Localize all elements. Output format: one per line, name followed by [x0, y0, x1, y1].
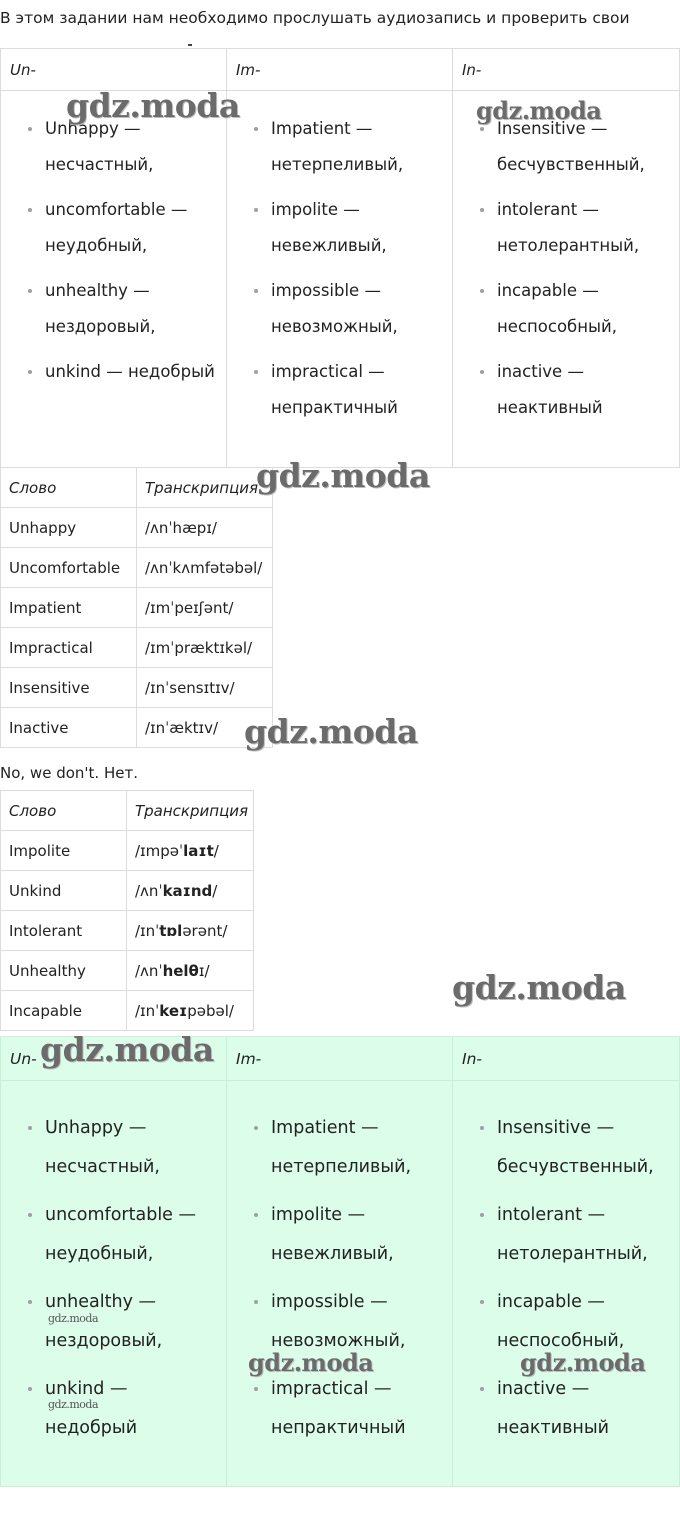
- column-im: [227, 91, 453, 468]
- translation: неудобный,: [45, 236, 148, 255]
- answer-line: No, we don't. Нет.: [0, 764, 138, 782]
- word: Unhappy —: [45, 119, 141, 138]
- transcription-start: /ʌnˈ: [135, 961, 163, 980]
- word-cell: Inactive: [1, 708, 137, 748]
- word-cell: Intolerant: [1, 911, 127, 951]
- translation: невозможный,: [271, 1330, 406, 1351]
- word-cell: Impolite: [1, 831, 127, 871]
- table-header-row: [1, 791, 254, 831]
- stressed-syllable: tɒl: [159, 921, 183, 940]
- translation: нетерпеливый,: [271, 1156, 412, 1177]
- prefix-table-body: [0, 91, 680, 468]
- word-cell: Uncomfortable: [1, 548, 137, 588]
- transcription-end: ɪ/: [198, 961, 210, 980]
- header-word: Слово: [1, 791, 127, 831]
- transcription-start: /ɪnˈ: [135, 921, 160, 940]
- prefix-table-body: [0, 1081, 680, 1487]
- transcription-start: /ʌnˈ: [135, 881, 163, 900]
- transcription-cell: /ɪmˈpeɪʃənt/: [137, 588, 273, 628]
- transcription-start: /ɪnˈ: [135, 1001, 160, 1020]
- word: Impatient —: [271, 119, 373, 138]
- word-list-in: [453, 111, 679, 426]
- transcription-cell: /ɪnˈæktɪv/: [137, 708, 273, 748]
- word-list-un: [1, 1109, 226, 1447]
- intro-cut-mark: [188, 44, 192, 46]
- table-row: [1, 508, 273, 548]
- table-row: [1, 668, 273, 708]
- word-list-im: [227, 1109, 452, 1447]
- translation: несчастный,: [45, 155, 154, 174]
- word-cell: Unhappy: [1, 508, 137, 548]
- transcription-table-1: [0, 467, 273, 748]
- watermark: gdz.moda: [248, 1348, 374, 1377]
- column-in: [453, 1081, 680, 1487]
- table-row: [1, 991, 254, 1031]
- stressed-syllable: laɪt: [183, 841, 214, 860]
- translation: неактивный: [497, 398, 603, 417]
- transcription-cell: [127, 951, 254, 991]
- translation: непрактичный: [271, 398, 398, 417]
- word: unhealthy —: [45, 281, 150, 300]
- translation: невежливый,: [271, 236, 387, 255]
- translation: нездоровый,: [45, 317, 156, 336]
- table-header-row: [1, 468, 273, 508]
- word: inactive —: [497, 1379, 590, 1399]
- header-un: Un-: [0, 1037, 227, 1081]
- list-item: [1, 1196, 226, 1273]
- word-cell: Impractical: [1, 628, 137, 668]
- list-item: [1, 273, 226, 345]
- list-item: [1, 192, 226, 264]
- word: Insensitive —: [497, 1118, 615, 1138]
- list-item: [453, 354, 679, 426]
- word-list-im: [227, 111, 452, 426]
- stressed-syllable: keɪ: [159, 1001, 188, 1020]
- word: impolite —: [271, 200, 360, 219]
- translation: нетерпеливый,: [271, 155, 404, 174]
- word: incapable —: [497, 1292, 605, 1312]
- transcription-cell: /ʌnˈkʌmfətəbəl/: [137, 548, 273, 588]
- word: uncomfortable —: [45, 1205, 197, 1225]
- list-item: [453, 1196, 679, 1273]
- list-item: [227, 111, 452, 183]
- word-cell: Incapable: [1, 991, 127, 1031]
- table-row: [1, 628, 273, 668]
- list-item: [227, 273, 452, 345]
- word: Insensitive —: [497, 119, 608, 138]
- word: unkind — недобрый: [45, 362, 215, 381]
- transcription-cell: /ɪmˈpræktɪkəl/: [137, 628, 273, 668]
- translation: нетолерантный,: [497, 1243, 648, 1264]
- translation: нездоровый,: [45, 1330, 163, 1351]
- column-un: [0, 1081, 227, 1487]
- watermark: gdz.moda: [520, 1348, 646, 1377]
- stressed-syllable: helθ: [162, 961, 199, 980]
- intro-text: В этом задании нам необходимо прослушать аудиозапись и проверить свои: [0, 9, 630, 27]
- transcription-end: /: [212, 881, 218, 900]
- translation: невозможный,: [271, 317, 398, 336]
- list-item: [227, 1196, 452, 1273]
- word: impossible —: [271, 1292, 388, 1312]
- translation: неактивный: [497, 1417, 610, 1438]
- transcription-end: ərənt/: [182, 921, 228, 940]
- header-transcription: Транскрипция: [137, 468, 273, 508]
- list-item: [227, 1370, 452, 1447]
- word: incapable —: [497, 281, 599, 300]
- transcription-table-2: [0, 790, 254, 1031]
- watermark: gdz.moda: [66, 86, 240, 125]
- transcription-end: /: [213, 841, 219, 860]
- list-item: [1, 1109, 226, 1186]
- word-cell: Impatient: [1, 588, 137, 628]
- translation: недобрый: [45, 1417, 138, 1438]
- watermark: gdz.moda: [48, 1398, 99, 1411]
- list-item: [1, 1370, 226, 1447]
- list-item: [227, 354, 452, 426]
- table-row: [1, 871, 254, 911]
- translation: несчастный,: [45, 1156, 160, 1177]
- word-cell: Unhealthy: [1, 951, 127, 991]
- header-word: Слово: [1, 468, 137, 508]
- transcription-cell: [127, 911, 254, 951]
- header-im: Im-: [227, 1037, 453, 1081]
- watermark: gdz.moda: [256, 456, 430, 495]
- header-in: In-: [453, 49, 680, 91]
- translation: неудобный,: [45, 1243, 154, 1264]
- translation: неспособный,: [497, 317, 618, 336]
- list-item: [453, 273, 679, 345]
- prefix-table-header: [0, 49, 680, 91]
- word: intolerant —: [497, 200, 599, 219]
- prefix-table-highlighted: [0, 1036, 680, 1487]
- translation: бесчувственный,: [497, 155, 645, 174]
- table-row: [1, 831, 254, 871]
- column-un: [0, 91, 227, 468]
- transcription-cell: /ʌnˈhæpɪ/: [137, 508, 273, 548]
- list-item: [1, 354, 226, 390]
- table-row: [1, 548, 273, 588]
- transcription-cell: [127, 831, 254, 871]
- word: unkind —: [45, 1379, 128, 1399]
- word: intolerant —: [497, 1205, 606, 1225]
- transcription-cell: [127, 871, 254, 911]
- list-item: [227, 1109, 452, 1186]
- table-row: [1, 708, 273, 748]
- header-im: Im-: [227, 49, 453, 91]
- word-list-in: [453, 1109, 679, 1447]
- translation: бесчувственный,: [497, 1156, 654, 1177]
- column-in: [453, 91, 680, 468]
- transcription-end: pəbəl/: [187, 1001, 234, 1020]
- watermark: gdz.moda: [48, 1312, 99, 1325]
- word-cell: Unkind: [1, 871, 127, 911]
- list-item: [453, 192, 679, 264]
- word: impolite —: [271, 1205, 366, 1225]
- word-cell: Insensitive: [1, 668, 137, 708]
- table-row: [1, 911, 254, 951]
- word-list-un: [1, 111, 226, 390]
- list-item: [1, 1283, 226, 1360]
- table-row: [1, 588, 273, 628]
- column-im: [227, 1081, 453, 1487]
- word: impractical —: [271, 362, 385, 381]
- word: impossible —: [271, 281, 381, 300]
- list-item: [453, 1109, 679, 1186]
- translation: неспособный,: [497, 1330, 625, 1351]
- word: inactive —: [497, 362, 584, 381]
- translation: нетолерантный,: [497, 236, 640, 255]
- watermark: gdz.moda: [452, 968, 626, 1007]
- header-in: In-: [453, 1037, 680, 1081]
- list-item: [453, 1370, 679, 1447]
- list-item: [227, 192, 452, 264]
- word: unhealthy —: [45, 1292, 156, 1312]
- header-un: Un-: [0, 49, 227, 91]
- watermark: gdz.moda: [244, 712, 418, 751]
- stressed-syllable: kaɪnd: [162, 881, 213, 900]
- word: uncomfortable —: [45, 200, 188, 219]
- word: Impatient —: [271, 1118, 379, 1138]
- word: Unhappy —: [45, 1118, 147, 1138]
- watermark: gdz.moda: [40, 1030, 214, 1069]
- translation: непрактичный: [271, 1417, 406, 1438]
- header-transcription: Транскрипция: [127, 791, 254, 831]
- word: impractical —: [271, 1379, 392, 1399]
- transcription-cell: /ɪnˈsensɪtɪv/: [137, 668, 273, 708]
- transcription-start: /ɪmpəˈ: [135, 841, 184, 860]
- watermark: gdz.moda: [476, 96, 602, 125]
- translation: невежливый,: [271, 1243, 394, 1264]
- table-row: [1, 951, 254, 991]
- transcription-cell: [127, 991, 254, 1031]
